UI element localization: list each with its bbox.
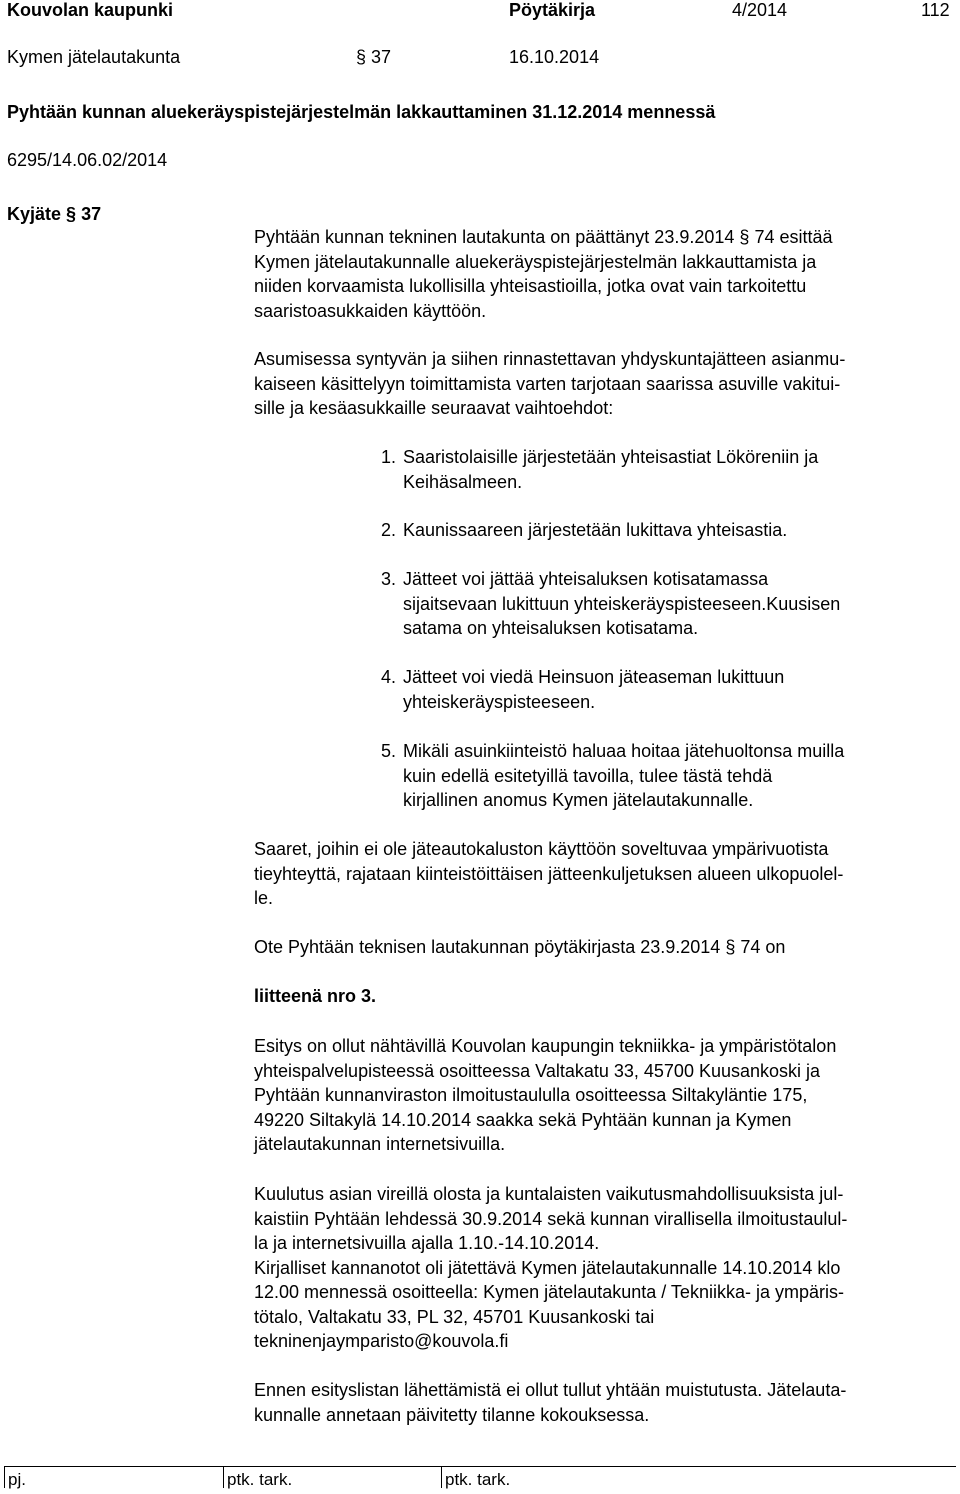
kyjate-label: Kyjäte § 37	[7, 204, 102, 224]
text-line: sijaitsevaan lukittuun yhteiskeräyspisteeseen.Kuusisen	[403, 593, 841, 614]
text-line: Ennen esityslistan lähettämistä ei ollut tullut yhtään muistutusta. Jätelauta-	[254, 1380, 847, 1400]
text-line: satama on yhteisaluksen kotisatama.	[403, 618, 699, 638]
text-line: jätelautakunnan internetsivuilla.	[254, 1134, 506, 1154]
text-line: Esitys on ollut nähtävillä Kouvolan kaupungin tekniikka- ja ympäristötalon	[254, 1036, 837, 1056]
doc-number: 4/2014	[732, 0, 788, 20]
paragraph-extract	[254, 935, 954, 960]
list-number: 5.	[381, 741, 397, 761]
text-line: Kaunissaareen järjestetään lukittava yhteisastia.	[403, 520, 788, 540]
reference-number: 6295/14.06.02/2014	[7, 150, 168, 170]
text-line: Jätteet voi viedä Heinsuon jäteaseman lukittuun	[403, 667, 785, 687]
text-line: kuin edellä esitetyillä tavoilla, tulee tästä tehdä	[403, 765, 773, 786]
list-number: 2.	[381, 520, 397, 540]
text-line: kunnalle annetaan päivitetty tilanne kokouksessa.	[254, 1404, 650, 1425]
list-number: 1.	[381, 447, 397, 467]
text-line: 12.00 mennessä osoitteella: Kymen jätelautakunta / Tekniikka- ja ympäris-	[254, 1282, 844, 1302]
text-line: Jätteet voi jättää yhteisaluksen kotisatamassa	[403, 569, 769, 589]
section-sign-icon: §	[356, 47, 367, 67]
text-line: niiden korvaamista lukollisilla yhteisastioilla, jotka ovat vain tarkoitettu	[254, 276, 807, 296]
paragraph-options-intro	[254, 347, 954, 421]
list-number: 4.	[381, 667, 397, 687]
text-line: Saaret, joihin ei ole jäteautokaluston käyttöön soveltuvaa ympärivuotista	[254, 839, 829, 859]
doc-type: Pöytäkirja	[509, 0, 596, 20]
section-line	[356, 45, 391, 70]
paragraph-islands	[254, 837, 954, 911]
text-line: Kirjalliset kannanotot oli jätettävä Kymen jätelautakunnalle 14.10.2014 klo	[254, 1257, 841, 1278]
section-sign-icon: §	[739, 227, 750, 247]
footer-tick	[441, 1466, 442, 1488]
footer-chair-label: pj.	[8, 1470, 26, 1489]
text-line: 49220 Siltakylä 14.10.2014 saakka sekä Pyhtään kunnan ja Kymen	[254, 1109, 792, 1130]
text-line: la ja internetsivuilla ajalla 1.10.-14.10.2014.	[254, 1233, 600, 1253]
text-line: Keihäsalmeen.	[403, 471, 523, 492]
section-number: 37	[371, 47, 392, 67]
text-line: kaiseen käsittelyyn toimittamista varten tarjotaan saarissa asuville vakitui-	[254, 373, 841, 394]
paragraph-no-remarks	[254, 1378, 954, 1427]
text-line: sille ja kesäasukkaille seuraavat vaihtoehdot:	[254, 398, 614, 418]
text-line: tötalo, Valtakatu 33, PL 32, 45701 Kuusankoski tai	[254, 1306, 655, 1327]
text-line: kaistiin Pyhtään lehdessä 30.9.2014 sekä kunnan virallisella ilmoitustaulul-	[254, 1208, 848, 1229]
paragraph-availability	[254, 1034, 954, 1157]
page-number: 112	[921, 0, 950, 20]
footer-reviewer-label: ptk. tark.	[227, 1470, 293, 1489]
org-name: Kouvolan kaupunki	[7, 0, 174, 20]
meeting-date: 16.10.2014	[509, 47, 600, 67]
footer-divider	[4, 1466, 956, 1467]
list-number: 3.	[381, 569, 397, 589]
committee-name: Kymen jätelautakunta	[7, 47, 181, 67]
text-line: Kymen jätelautakunnalle aluekeräyspistejärjestelmän lakkauttamista ja	[254, 251, 817, 272]
footer-reviewer-label: ptk. tark.	[445, 1470, 511, 1489]
page-title: Pyhtään kunnan aluekeräyspistejärjestelmän lakkauttaminen 31.12.2014 mennessä	[7, 102, 716, 122]
text-line: yhteispalvelupisteessä osoitteessa Valtakatu 33, 45700 Kuusankoski ja	[254, 1060, 821, 1081]
text-line: kirjallinen anomus Kymen jätelautakunnalle.	[403, 790, 754, 810]
section-sign-icon: §	[66, 204, 77, 224]
text-line: Mikäli asuinkiinteistö haluaa hoitaa jätehuoltonsa muilla	[403, 741, 845, 761]
text-line: Ote Pyhtään teknisen lautakunnan pöytäkirjasta 23.9.2014 § 74 on	[254, 937, 786, 957]
footer-tick	[223, 1466, 224, 1488]
attachment-label: liitteenä nro 3.	[254, 986, 377, 1006]
text-line: tekninenjaymparisto@kouvola.fi	[254, 1331, 509, 1351]
text-line: le.	[254, 888, 274, 908]
text-line: Saaristolaisille järjestetään yhteisastiat Lököreniin ja	[403, 447, 819, 467]
text-line: tieyhteyttä, rajataan kiinteistöittäisen jätteenkuljetuksen alueen ulkopuolel-	[254, 863, 844, 884]
footer-tick	[4, 1466, 5, 1488]
text-line: saaristoasukkaiden käyttöön.	[254, 300, 487, 321]
text-line: Pyhtään kunnanviraston ilmoitustaululla osoitteessa Siltakyläntie 175,	[254, 1085, 808, 1105]
text-line: Asumisessa syntyvän ja siihen rinnastettavan yhdyskuntajätteen asianmu-	[254, 349, 846, 369]
section-sign-icon: §	[725, 937, 736, 957]
text-line: Pyhtään kunnan tekninen lautakunta on päättänyt 23.9.2014 § 74 esittää	[254, 227, 833, 247]
text-line: yhteiskeräyspisteeseen.	[403, 691, 596, 712]
text-line: Kuulutus asian vireillä olosta ja kuntalaisten vaikutusmahdollisuuksista jul-	[254, 1184, 844, 1204]
paragraph-decision	[254, 225, 954, 323]
paragraph-announcement	[254, 1182, 954, 1354]
